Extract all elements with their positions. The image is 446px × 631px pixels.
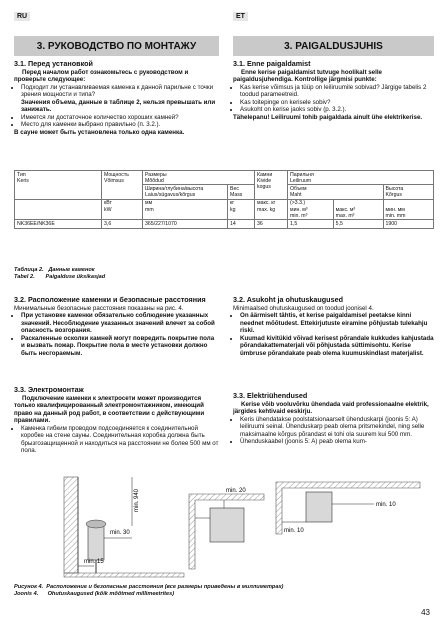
- ru-3-1-outro: В сауне может быть установлена только одна каменка.: [14, 128, 185, 136]
- unit-stones: макс. кг max. kg: [255, 199, 288, 220]
- floor-hatch: [64, 573, 184, 577]
- heater-spec-table: [14, 170, 434, 229]
- unit-vmax: макс. м³ max. m³: [333, 199, 383, 220]
- figure-caption-ru-text: Расположение и безопасные расстояния (все размеры приведены в миллиметрах): [46, 584, 284, 590]
- th-room: Парильня Leiliruum: [288, 171, 434, 185]
- label-min-20: min. 20: [226, 488, 246, 494]
- th-dims-sub: Ширина/глубина/высота Laius/sügavus/kõrgus: [143, 185, 228, 199]
- et-section-3-3: [233, 392, 434, 446]
- cell-weight: 14: [228, 220, 255, 228]
- ru-3-3-item: • Каменка гибким проводом подсоединяется к соединительной коробке на стене сауны. Соединительная коробка должна быть брызгозащищенной и находиться на расстоянии не более 500 мм от пола.: [21, 425, 219, 455]
- ru-3-2-item: • Раскаленные осколки камней могут повредить покрытие пола и вызвать пожар. Покрытие пола в месте установки должно быть несгораемым.: [21, 335, 219, 358]
- ru-3-2-heading: 3.2. Расположение каменки и безопасные расстояния: [14, 295, 206, 304]
- unit-power: кВт kW: [102, 199, 143, 220]
- et-3-3-item: • Keris ühendatakse poolstatsionaarselt ühenduskarpi (joonis 5: A) leiliruumi seinal. Ühenduskarp peab olema pritsmekindel, ning selle maksimaalne kõrgus põrandast ei tohi ola suurem kui 500 mm.: [240, 416, 434, 439]
- cell-stones: 36: [255, 220, 288, 228]
- label-min-15: min. 15: [84, 559, 104, 565]
- unit-weight: кг kg: [228, 199, 255, 220]
- ru-3-3-intro: Подключение каменки к электросети может производится только квалифицированный электромонтажником, имеющий право на данный род работ, в соответствии с действующими правилами.: [14, 394, 205, 424]
- unit-vmin-text: мин. м³ min. m³: [290, 206, 308, 219]
- th-weight: Вес Mass: [228, 185, 255, 199]
- label-min-10b: min. 10: [284, 528, 304, 534]
- section-title-et: 3. PAIGALDUSJUHIS: [233, 36, 434, 56]
- et-3-1-item: • Asukoht on kerise jaoks sobiv (p. 3.2.).: [240, 106, 434, 114]
- et-3-1-heading: 3.1. Enne paigaldamist: [233, 59, 311, 68]
- table-caption-ru-text: Данные каменок: [48, 267, 95, 273]
- et-3-2-intro: Minimaalsed ohutuskaugused on toodud joonisel 4.: [233, 304, 374, 312]
- et-3-1-item: • Kas kerise võimsus ja tüüp on leiliruumile sobivad? Järgige tabelis 2 toodud parameetreid.: [240, 84, 434, 99]
- et-3-1-intro: Enne kerise paigaldamist tutvuge hoolikalt selle paigaldusjuhendiga. Kontrollige järgmisi punkte:: [233, 68, 382, 83]
- ru-3-1-item: • Подходит ли устанавливаемая каменка к данной парильне с точки зрения мощности и типа?: [21, 84, 219, 99]
- section-title-ru: 3. РУКОВОДСТВО ПО МОНТАЖУ: [14, 36, 219, 56]
- wall-hatch: [64, 477, 78, 573]
- lang-tag-et: ET: [233, 12, 248, 21]
- unit-vmin: [288, 199, 334, 220]
- unit-dims: мм mm: [143, 199, 228, 220]
- ru-section-3-2: [14, 296, 219, 357]
- et-3-3-heading: 3.3. Elektriühendused: [233, 391, 308, 400]
- th-volume: Объем Maht: [288, 185, 384, 199]
- table-caption-et-label: Tabel 2.: [14, 274, 35, 280]
- et-3-1-item: • Kas toitepinge on kerisele sobiv?: [240, 99, 434, 107]
- ru-3-3-heading: 3.3. Электромонтаж: [14, 385, 84, 394]
- et-section-3-2: [233, 296, 434, 357]
- cell-vmin: 1,5: [288, 220, 334, 228]
- side-view: [64, 477, 184, 577]
- figure-4-safety-distances: [14, 474, 434, 580]
- ru-3-1-item: • Имеется ли достаточное количество хороших камней?: [21, 114, 219, 122]
- label-min-940: min. 940: [134, 488, 140, 512]
- et-3-3-intro: Kerise võib vooluvõrku ühendada vaid professionaalne elektrik, järgides kehtivaid eeskirju.: [233, 400, 429, 415]
- recess-view: [276, 482, 420, 534]
- heater-stones: [86, 520, 106, 528]
- cell-power: 3,6: [102, 220, 143, 228]
- figure-caption-et-text: Ohutuskaugused (kõik mõõtmed millimeetrites): [47, 591, 175, 597]
- ru-section-3-1: [14, 60, 219, 136]
- page-number: 43: [421, 608, 430, 617]
- recess-walls: [276, 482, 420, 534]
- ru-3-1-intro: Перед началом работ ознакомьтесь с руководством и проверьте следующее:: [14, 68, 189, 83]
- ru-3-1-heading: 3.1. Перед установкой: [14, 59, 93, 68]
- safety-distance-drawing: [14, 474, 434, 580]
- figure-caption-ru-label: Рисунок 4.: [14, 584, 44, 590]
- cell-height: 1900: [383, 220, 434, 228]
- th-stones: Камни Kivide kogus: [255, 171, 288, 200]
- cell-type: NK36EE/NK36E: [15, 220, 102, 228]
- th-height: Высота Kõrgus: [383, 185, 434, 199]
- et-3-2-heading: 3.2. Asukoht ja ohutuskaugused: [233, 295, 343, 304]
- th-dims: Размеры Mõõdud: [143, 171, 255, 185]
- figure-caption-et-label: Joonis 4.: [14, 591, 39, 597]
- label-min-30: min. 30: [110, 530, 130, 536]
- table-caption-ru-label: Таблица 2.: [14, 267, 44, 273]
- ru-3-2-item: • При установке каменки обязательно соблюдение указанных значений. Несоблюдение указанных значений влечет за собой опасность возгорания.: [21, 312, 219, 335]
- heater-top: [210, 508, 244, 542]
- th-type: Тип Keris: [15, 171, 102, 200]
- th-power: Мощность Võimsus: [102, 171, 143, 200]
- et-3-1-outro: Tähelepanu! Leiliruumi tohib paigaldada ainult ühe elektrikerise.: [233, 113, 423, 121]
- volume-note: (>3.3.): [290, 200, 306, 207]
- et-3-2-item: • On äärmiselt tähtis, et kerise paigaldamisel peetakse kinni neednet mõõtudest. Ettekirjutuste eiramine põhjustab tulekahju riski.: [240, 312, 434, 335]
- et-section-3-1: [233, 60, 434, 121]
- ru-section-3-3: [14, 386, 219, 455]
- table-caption-et-text: Paigalduse üksikasjad: [45, 274, 106, 280]
- unit-blank: [15, 199, 102, 220]
- ru-3-2-intro: Минимальные безопасные расстояния показаны на рис. 4.: [14, 304, 184, 312]
- heater-body: [88, 524, 104, 560]
- lang-tag-ru: RU: [14, 12, 30, 21]
- unit-height: мин. мм min. mm: [383, 199, 434, 220]
- figure-caption: [14, 584, 434, 598]
- heater-recess: [306, 492, 332, 522]
- label-min-10a: min. 10: [376, 502, 396, 508]
- cell-vmax: 5,5: [333, 220, 383, 228]
- top-view: [189, 488, 264, 569]
- et-3-3-item: • Ühenduskaabel (joonis 5: A) peab olema kum-: [240, 438, 434, 446]
- table-caption: [14, 267, 314, 281]
- cell-dims: 365/227/1070: [143, 220, 228, 228]
- ru-3-1-item: Значения объема, данные в таблице 2, нельзя превышать или занижать.: [21, 98, 216, 113]
- et-3-2-item: • Kuumad kivitükid võivad kerisest põrandale kukkudes kahjustada põrandakattematerjali või põhjustada süttimisohtu. Kerise ümbruse põrandakate peab olema kuumuskindlast materjalist.: [240, 335, 434, 358]
- ru-3-1-item: • Место для каменки выбрано правильно (п. 3.2.).: [21, 121, 219, 129]
